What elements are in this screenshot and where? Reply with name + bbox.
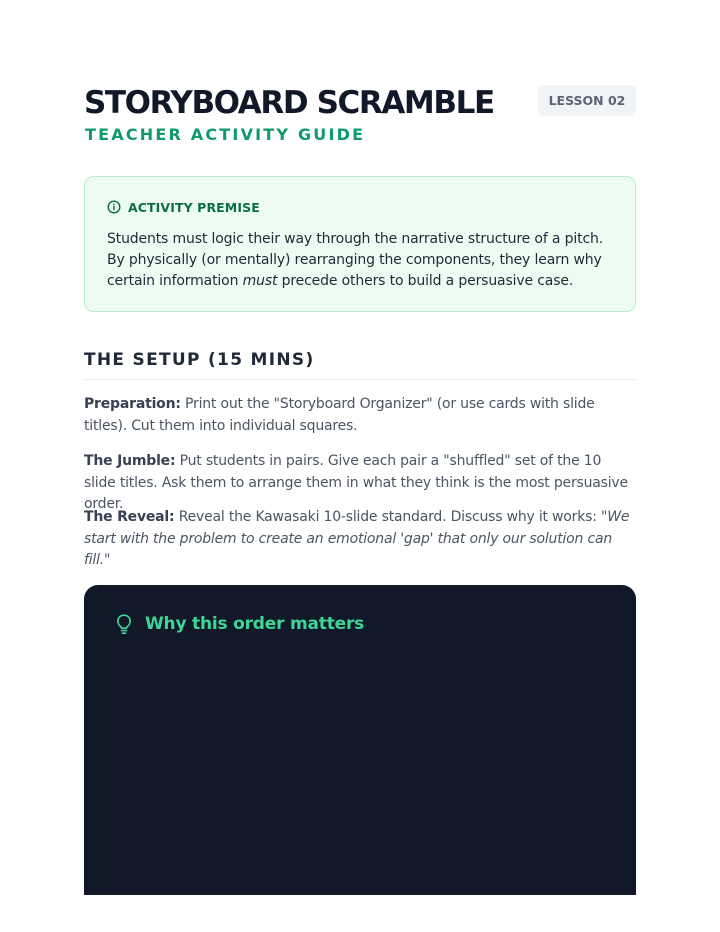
section-divider (84, 379, 636, 380)
activity-premise-callout (84, 176, 636, 312)
premise-label: ACTIVITY PREMISE (128, 199, 260, 215)
step-label: Preparation: (84, 396, 181, 412)
page-header (84, 84, 636, 154)
order-matters-header (114, 613, 364, 635)
activity-guide-page (84, 84, 636, 634)
setup-step-reveal (84, 507, 636, 572)
order-matters-card (84, 585, 636, 895)
setup-step-preparation (84, 394, 636, 437)
lightbulb-icon (114, 613, 134, 635)
step-text: Reveal the Kawasaki 10-slide standard. Discuss why it works: (174, 509, 601, 525)
premise-text-part: precede others to build a persuasive case. (277, 273, 574, 289)
premise-text (107, 229, 613, 292)
step-label: The Jumble: (84, 453, 176, 469)
setup-heading: THE SETUP (15 MINS) (84, 350, 315, 370)
step-text: Put students in pairs. Give each pair a "shuffled" set of the 10 slide titles. Ask them to arrange them in what they think is the most persuasive order. (84, 453, 628, 512)
step-label: The Reveal: (84, 509, 175, 525)
order-matters-title: Why this order matters (145, 614, 365, 634)
page-subtitle: TEACHER ACTIVITY GUIDE (85, 125, 366, 144)
step-quote: "We start with the problem to create an emotional 'gap' that only our solution can fill." (84, 509, 630, 568)
page-title: STORYBOARD SCRAMBLE (84, 85, 494, 121)
step-text: Print out the "Storyboard Organizer" (or use cards with slide titles). Cut them into individual squares. (84, 396, 595, 434)
premise-emphasis: must (242, 273, 278, 289)
info-circle-icon (107, 200, 121, 214)
premise-text-part: Students must logic their way through the narrative structure of a pitch. By physically (or mentally) rearranging the components, they learn why certain information (107, 231, 604, 289)
setup-step-jumble (84, 451, 636, 516)
lesson-badge: LESSON 02 (538, 85, 636, 116)
premise-header (107, 199, 613, 215)
